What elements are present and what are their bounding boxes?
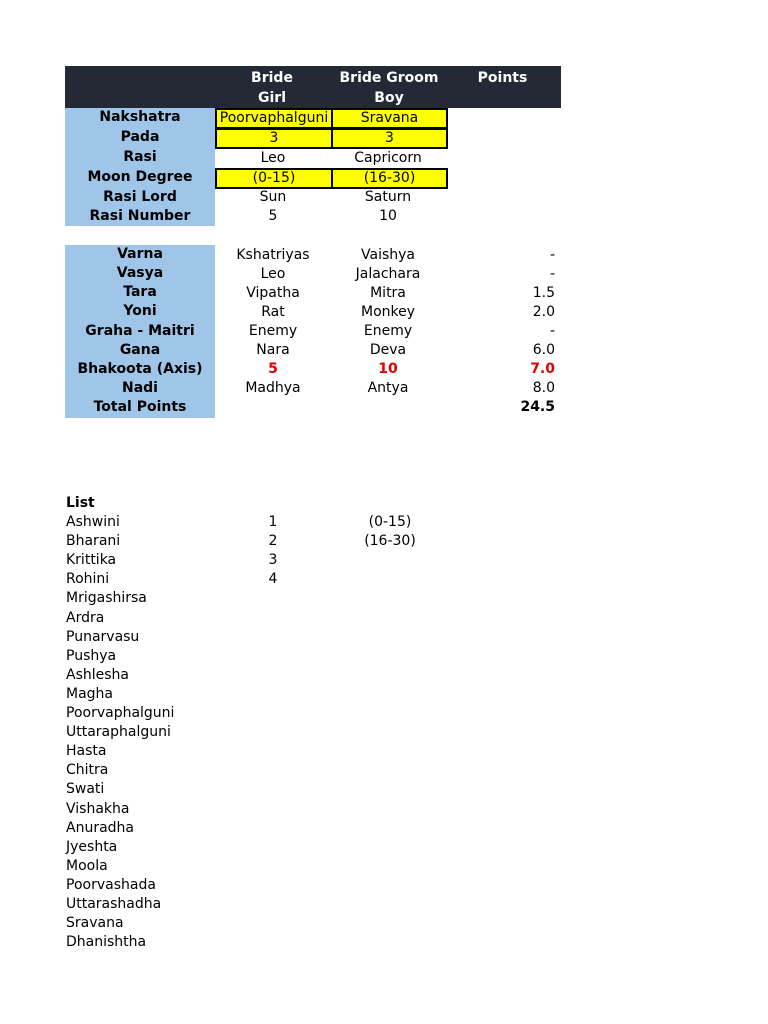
groom-nakshatra-input[interactable]: Sravana <box>331 108 448 129</box>
bride-moon-degree-input[interactable]: (0-15) <box>215 168 333 189</box>
bride-graha-maitri-value: Enemy <box>248 323 298 339</box>
nakshatra-list-item: Ashlesha <box>66 666 129 683</box>
bride-column-header <box>226 68 318 108</box>
nakshatra-list-item: Magha <box>66 685 113 702</box>
nakshatra-label: Nakshatra <box>99 109 181 125</box>
graha-maitri-points: - <box>549 323 555 339</box>
nakshatra-list-item: Poorvashada <box>66 876 156 893</box>
yoni-label: Yoni <box>123 303 157 319</box>
nakshatra-list-item: Moola <box>66 857 108 874</box>
bride-header-line2: Girl <box>258 90 286 106</box>
nakshatra-list-item: Jyeshta <box>66 838 118 855</box>
varna-label: Varna <box>117 246 163 262</box>
nakshatra-list-item: Rohini <box>66 571 110 588</box>
rasi-label: Rasi <box>123 149 157 165</box>
groom-rasi-lord-value: Saturn <box>364 189 412 205</box>
tara-label: Tara <box>123 284 157 300</box>
rasi-lord-label: Rasi Lord <box>103 189 177 205</box>
nakshatra-list-item: Poorvaphalguni <box>66 705 175 721</box>
total-points-value: 24.5 <box>520 399 555 415</box>
groom-header-line2: Boy <box>374 90 404 106</box>
nakshatra-list-item: Ashwini <box>66 514 120 530</box>
yoni-points: 2.0 <box>532 304 555 320</box>
moon-degree-label: Moon Degree <box>87 169 193 185</box>
nakshatra-list-item: Mrigashirsa <box>66 590 147 607</box>
bride-bhakoota-value: 5 <box>268 361 278 377</box>
bride-rasi-value: Leo <box>260 150 286 166</box>
groom-tara-value: Mitra <box>370 285 406 301</box>
graha-maitri-label: Graha - Maitri <box>85 323 195 339</box>
nakshatra-list-item: Uttarashadha <box>66 896 162 912</box>
groom-nadi-value: Antya <box>367 380 409 396</box>
groom-pada-input[interactable]: 3 <box>331 128 448 149</box>
vasya-label: Vasya <box>116 265 164 281</box>
nakshatra-list-item: Pushya <box>66 647 117 664</box>
tara-points: 1.5 <box>532 285 555 301</box>
gana-points: 6.0 <box>532 342 555 358</box>
pada-label: Pada <box>120 129 160 145</box>
varna-points: - <box>549 247 555 263</box>
nakshatra-list-item: Uttaraphalguni <box>66 724 171 741</box>
nakshatra-list-item: Chitra <box>66 762 109 779</box>
groom-moon-degree-input[interactable]: (16-30) <box>331 168 448 189</box>
groom-column-header <box>331 68 447 108</box>
nakshatra-list-item: Vishakha <box>66 800 130 817</box>
list-title: List <box>66 495 95 511</box>
table-header <box>65 66 561 108</box>
bhakoota-label: Bhakoota (Axis) <box>77 361 203 377</box>
groom-vasya-value: Jalachara <box>355 266 421 282</box>
points-column-header: Points <box>477 70 528 86</box>
groom-gana-value: Deva <box>369 342 407 358</box>
bride-nadi-value: Madhya <box>245 380 301 396</box>
bhakoota-points: 7.0 <box>530 361 555 377</box>
groom-rasi-value: Capricorn <box>354 150 422 166</box>
groom-bhakoota-value: 10 <box>378 361 398 377</box>
nakshatra-list-item: Bharani <box>66 533 121 550</box>
pada-list-item: 4 <box>268 571 278 588</box>
bride-nakshatra-input[interactable]: Poorvaphalguni <box>215 108 333 129</box>
nakshatra-list-item: Swati <box>66 781 105 798</box>
degree-list-item: (0-15) <box>368 514 412 530</box>
groom-graha-maitri-value: Enemy <box>363 323 413 339</box>
nadi-label: Nadi <box>122 380 158 396</box>
gana-label: Gana <box>119 342 161 358</box>
bride-header-line1: Bride <box>251 70 293 86</box>
bride-varna-value: Kshatriyas <box>236 247 310 263</box>
pada-list-item: 1 <box>268 514 278 530</box>
nakshatra-list-item: Sravana <box>66 915 124 932</box>
bride-vasya-value: Leo <box>260 266 286 282</box>
pada-list-item: 3 <box>268 552 278 569</box>
groom-varna-value: Vaishya <box>361 247 415 263</box>
nakshatra-list-item: Punarvasu <box>66 628 140 645</box>
nadi-points: 8.0 <box>532 380 555 396</box>
groom-yoni-value: Monkey <box>360 304 416 320</box>
nakshatra-list-item: Ardra <box>66 609 105 626</box>
degree-list-item: (16-30) <box>364 533 416 550</box>
nakshatra-list-item: Anuradha <box>66 819 134 836</box>
bride-pada-input[interactable]: 3 <box>215 128 333 149</box>
bride-gana-value: Nara <box>256 342 290 358</box>
vasya-points: - <box>549 266 555 282</box>
pada-list-item: 2 <box>268 533 278 550</box>
nakshatra-list-item: Dhanishtha <box>66 934 147 951</box>
groom-rasi-number-value: 10 <box>379 208 397 224</box>
bride-rasi-number-value: 5 <box>268 208 278 224</box>
rasi-number-label: Rasi Number <box>89 208 191 224</box>
total-points-label: Total Points <box>93 399 187 415</box>
bride-rasi-lord-value: Sun <box>259 189 287 205</box>
bride-yoni-value: Rat <box>261 304 285 320</box>
nakshatra-list-item: Hasta <box>66 743 107 760</box>
bride-tara-value: Vipatha <box>246 285 300 301</box>
nakshatra-list-item: Krittika <box>66 552 117 569</box>
groom-header-line1: Bride Groom <box>339 70 439 86</box>
